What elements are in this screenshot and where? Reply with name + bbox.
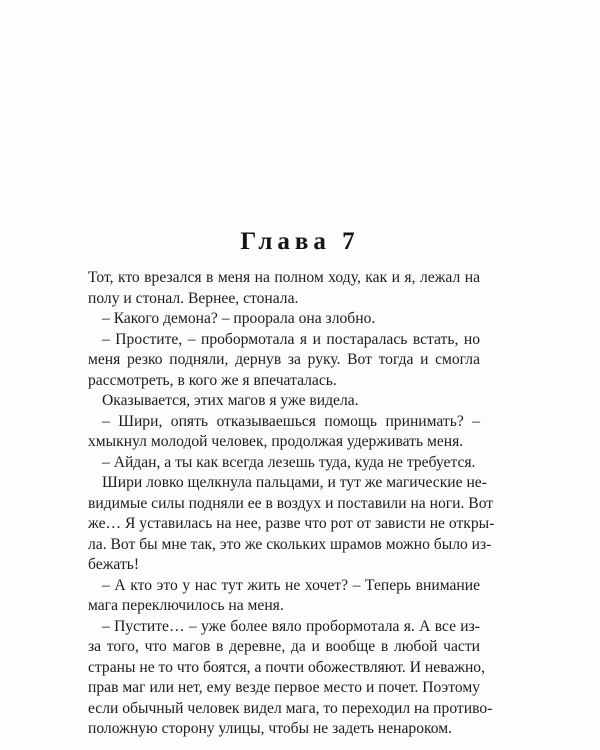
text-line: если обычный человек видел мага, то переходил на противо-: [88, 699, 493, 717]
text-line: меня резко подняли, дернув за руку. Вот тогда и смогла: [88, 351, 480, 368]
text-line: видимые силы подняли ее в воздух и поставили на ноги. Вот: [88, 494, 494, 512]
text-line: хмыкнул молодой человек, продолжая удерживать меня.: [88, 433, 464, 450]
text-line: за того, что магов в деревне, да и вообще в любой части: [88, 638, 480, 655]
text-line: полу и стонал. Вернее, стонала.: [88, 289, 299, 307]
text-line: – Шири, опять отказываешься помощь принимать? –: [102, 412, 480, 430]
text-line: – Айдан, а ты как всегда лезешь туда, куда не требуется.: [102, 453, 476, 471]
text-line: же… Я уставилась на нее, разве что рот от зависти не откры-: [88, 515, 495, 532]
text-line: Тот, кто врезался в меня на полном ходу, как и я, лежал на: [88, 269, 480, 286]
text-line: мага переключилось на меня.: [88, 597, 284, 614]
text-line: прав маг или нет, ему везде первое место и почет. Поэтому: [88, 679, 480, 696]
text-line: – Какого демона? – проорала она злобно.: [102, 310, 376, 327]
text-line: – Простите, – пробормотала я и постаралась встать, но: [102, 330, 480, 348]
text-line: страны не то что боятся, а почти обожествляют. И неважно,: [88, 658, 486, 676]
text-line: – А кто это у нас тут жить не хочет? – Теперь внимание: [102, 576, 480, 594]
text-line: Шири ловко щелкнула пальцами, и тут же магические не-: [102, 474, 487, 491]
text-line: рассмотреть, в кого же я впечаталась.: [88, 371, 337, 389]
chapter-title: Глава 7: [240, 228, 360, 255]
text-line: Оказывается, этих магов я уже видела.: [102, 392, 359, 409]
text-line: ла. Вот бы мне так, это же скольких шрамов можно было из-: [88, 535, 492, 553]
text-line: бежать!: [88, 556, 140, 573]
chapter-text: [88, 268, 495, 740]
text-line: – Пустите… – уже более вяло пробормотала я. А все из-: [102, 617, 480, 635]
text-line: положную сторону улицы, чтобы не задеть ненароком.: [88, 720, 453, 737]
